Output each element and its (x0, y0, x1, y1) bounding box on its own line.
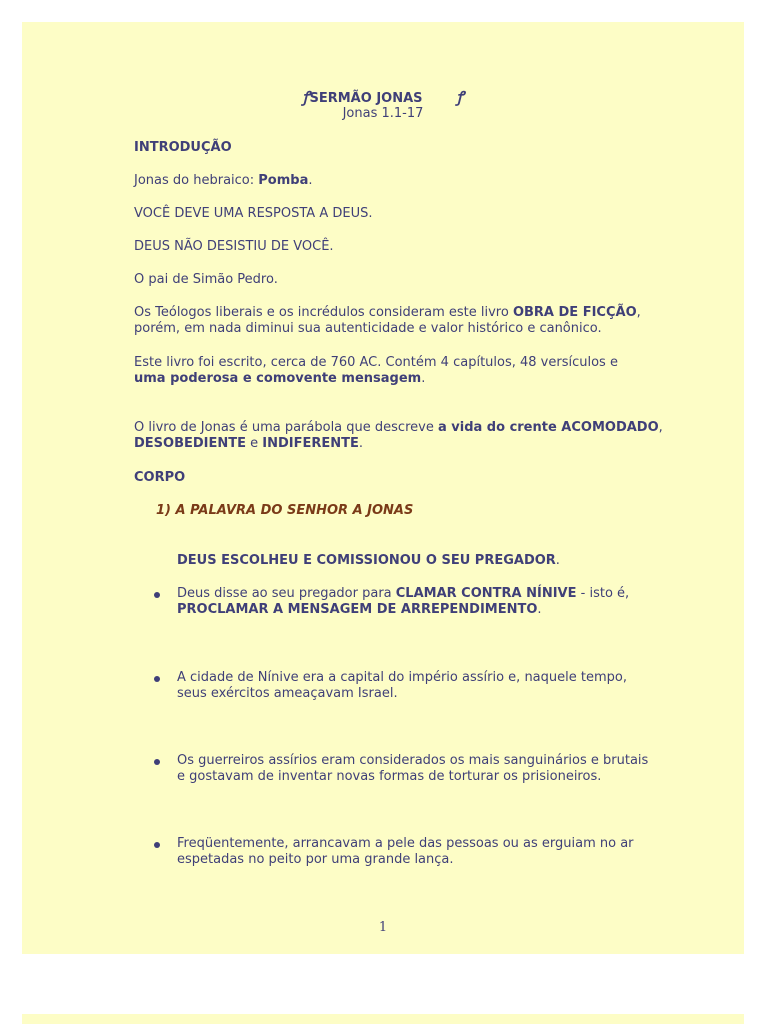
text-run: . (537, 602, 542, 617)
bold-run: INDIFERENTE (262, 436, 359, 451)
text-run: , (636, 305, 641, 320)
bold-run: OBRA DE FICÇÃO (512, 305, 637, 320)
bullet-4-line-2: espetadas no peito por uma grande lança. (177, 852, 454, 867)
bullet-icon (154, 842, 160, 848)
bold-run: uma poderosa e comovente mensagem (134, 371, 422, 386)
body-heading: CORPO (134, 470, 186, 485)
bullet-2-line-1: A cidade de Nínive era a capital do império assírio e, naquele tempo, (177, 670, 627, 685)
bold-run: CLAMAR CONTRA NÍNIVE (395, 586, 577, 601)
text-run: O livro de Jonas é uma parábola que descreve (134, 420, 438, 435)
bold-run: DESOBEDIENTE (134, 436, 247, 451)
title-line (22, 89, 744, 107)
bullet-3-line-1: Os guerreiros assírios eram considerados os mais sanguinários e brutais (177, 753, 649, 768)
bold-run: a vida do crente ACOMODADO (437, 420, 659, 435)
page-number: 1 (378, 920, 388, 935)
text-run: Deus disse ao seu pregador para (177, 586, 396, 601)
intro-paragraph-4: O pai de Simão Pedro. (134, 272, 278, 287)
bullet-icon (154, 676, 160, 682)
intro-paragraph-1 (134, 173, 313, 189)
intro-paragraph-3: DEUS NÃO DESISTIU DE VOCÊ. (134, 239, 334, 254)
next-page-edge (22, 1014, 744, 1024)
bullet-4-line-1: Freqüentemente, arrancavam a pele das pessoas ou as erguiam no ar (177, 836, 634, 851)
bullet-1-line-1 (177, 586, 629, 602)
intro-heading: INTRODUÇÃO (134, 140, 232, 155)
text-run: . (555, 553, 560, 568)
text-run: . (308, 173, 313, 188)
intro-paragraph-5-line-1 (134, 305, 641, 321)
text-run: Jonas do hebraico: (134, 173, 259, 188)
text-run: - isto é, (576, 586, 630, 601)
bullet-3-line-2: e gostavam de inventar novas formas de torturar os prisioneiros. (177, 769, 602, 784)
text-run: Os Teólogos liberais e os incrédulos consideram este livro (134, 305, 513, 320)
intro-paragraph-6-line-1: Este livro foi escrito, cerca de 760 AC. Contém 4 capítulos, 48 versículos e (134, 355, 618, 370)
bold-run: DEUS ESCOLHEU E COMISSIONOU O SEU PREGADOR (177, 553, 556, 568)
bullet-icon (154, 759, 160, 765)
intro-paragraph-7-line-1 (134, 420, 663, 436)
section-1-heading: 1) A PALAVRA DO SENHOR A JONAS (156, 503, 414, 518)
bullet-2-line-2: seus exércitos ameaçavam Israel. (177, 686, 398, 701)
bullet-1-line-2 (177, 602, 542, 618)
intro-paragraph-2: VOCÊ DEVE UMA RESPOSTA A DEUS. (134, 206, 373, 221)
intro-paragraph-6-line-2 (134, 371, 425, 387)
text-run: e (246, 436, 263, 451)
text-run: , (658, 420, 663, 435)
document-page (22, 22, 744, 954)
bullet-icon (154, 592, 160, 598)
text-run: . (358, 436, 364, 451)
intro-paragraph-5-line-2: porém, em nada diminui sua autenticidade e valor histórico e canônico. (134, 321, 602, 336)
bold-run: Pomba (258, 173, 309, 188)
ornament-right-icon: ꝭ (456, 88, 464, 106)
scripture-reference: Jonas 1.1-17 (342, 106, 424, 121)
bold-run: PROCLAMAR A MENSAGEM DE ARREPENDIMENTO (177, 602, 538, 617)
page-title: SERMÃO JONAS (309, 91, 423, 106)
text-run: . (421, 371, 426, 386)
intro-paragraph-7-line-2 (134, 436, 363, 452)
section-1-subheading (177, 553, 560, 569)
ornament-left-icon: ꝭ (302, 88, 310, 106)
